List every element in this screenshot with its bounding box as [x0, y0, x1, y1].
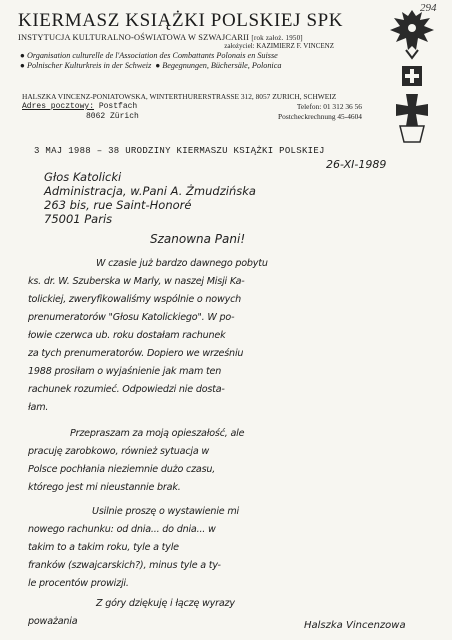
body-line: 1988 prosiłam o wyjaśnienie jak mam ten [28, 366, 222, 377]
body-line: tolickiej, zweryfikowaliśmy wspólnie o nowych [28, 294, 242, 305]
bullet-icon: ● [20, 51, 25, 60]
line-de-a-text: Polnischer Kulturkreis in der Schweiz [26, 61, 152, 70]
postal-address [22, 102, 137, 112]
military-cross-icon [396, 94, 428, 142]
body-line: takim to a takim roku, tyle a tyle [28, 542, 179, 553]
body-line: nowego rachunku: od dnia... do dnia... w [28, 524, 216, 535]
bullet-icon: ● [155, 61, 161, 70]
address-row-city [22, 112, 362, 122]
body-line: le procentów prowizji. [28, 578, 129, 589]
recipient-line: Głos Katolicki [44, 170, 122, 184]
recipient-line: Administracja, w.Pani A. Żmudzińska [44, 184, 256, 198]
signature: Halszka Vincenzowa [304, 620, 406, 631]
address-line: HALSZKA VINCENZ-PONIATOWSKA, WINTERTHURERSTRASSE 312, 8057 ZURICH, SCHWEIZ [22, 92, 337, 101]
greeting: Szanowna Pani! [150, 232, 246, 246]
letter-date: 26-XI-1989 [326, 158, 387, 171]
address-row-main [22, 92, 362, 102]
body-line: prenumeratorów "Głosu Katolickiego". W po- [28, 312, 235, 323]
recipient-line: 263 bis, rue Saint-Honoré [44, 198, 192, 212]
swiss-cross-icon [402, 66, 422, 86]
body-line: łam. [28, 402, 49, 413]
page-number: 294 [420, 2, 437, 14]
letterhead-institution [18, 33, 386, 42]
body-line: ks. dr. W. Szuberska w Marly, w naszej Misji Ka- [28, 276, 245, 287]
body-line: Polsce pochłania nieziemnie dużo czasu, [28, 464, 216, 475]
bullet-icon: ● [20, 61, 25, 70]
address-row-postal [22, 102, 362, 112]
letterhead-title: KIERMASZ KSIĄŻKI POLSKIEJ SPK [18, 10, 344, 31]
letterhead-address [22, 92, 362, 122]
letterhead-emblems [384, 6, 440, 146]
recipient-line: 75001 Paris [44, 212, 113, 226]
letterhead-line-fr [18, 51, 386, 60]
line-fr-text: Organisation culturelle de l'Association des Combattants Polonais en Suisse [26, 51, 278, 60]
postal-label: Adres pocztowy: [22, 102, 95, 111]
body-line: którego jest mi nieustannie brak. [28, 482, 181, 493]
body-line: rachunek rozumieć. Odpowiedzi nie dosta- [28, 384, 225, 395]
postcheck-account: Postcheckrechnung 45-4604 [278, 112, 362, 121]
body-line: za tych prenumeratorów. Dopiero we wrześniu [28, 348, 244, 359]
body-line: W czasie już bardzo dawnego pobytu [96, 258, 268, 269]
letterhead-line-de [18, 61, 386, 70]
typed-header: 3 MAJ 1988 – 38 URODZINY KIERMASZU KSIĄŻKI POLSKIEJ [34, 146, 325, 156]
body-line: pracuję zarobkowo, również sytuacja w [28, 446, 210, 457]
body-line: łowie czerwca ub. roku dostałam rachunek [28, 330, 226, 341]
institution-name: INSTYTUCJA KULTURALNO-OŚWIATOWA W SZWAJCARII [18, 33, 250, 42]
phone-number: Telefon: 01 312 36 56 [296, 102, 362, 111]
body-line: Przepraszam za moją opieszałość, ale [70, 428, 245, 439]
line-de-b-text: Begegnungen, Büchersäle, Polonica [162, 61, 282, 70]
postal-box: Postfach [98, 102, 138, 111]
postal-city: 8062 Zürich [86, 112, 139, 121]
body-line: poważania [28, 616, 78, 627]
letterhead-founder: założyciel: KAZIMIERZ F. VINCENZ [224, 42, 334, 50]
letterhead [18, 10, 386, 70]
eagle-emblem-icon [390, 10, 434, 58]
body-line: Z góry dziękuję i łączę wyrazy [96, 598, 235, 609]
founded-year: [rok założ. 1950] [251, 34, 303, 42]
body-line: franków (szwajcarskich?), minus tyle a ty- [28, 560, 221, 571]
body-line: Usilnie proszę o wystawienie mi [92, 506, 239, 517]
